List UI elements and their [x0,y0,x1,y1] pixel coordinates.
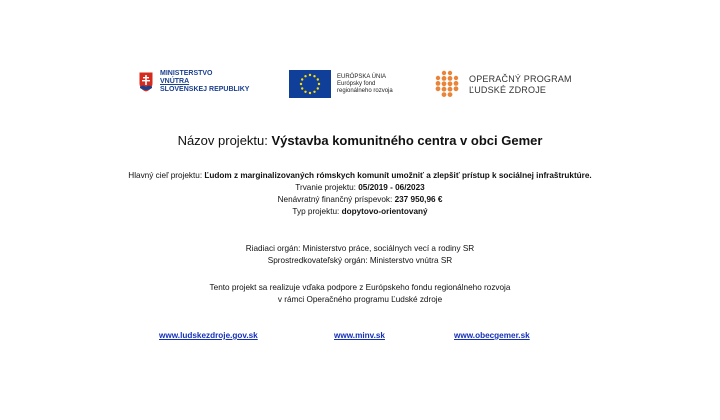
op-dot [442,71,446,75]
op-dot [442,81,447,86]
project-goal [0,170,720,182]
op-dot [436,86,441,91]
project-grant [0,194,720,206]
eu-star [300,83,302,85]
op-line2: ĽUDSKÉ ZDROJE [469,85,547,95]
eu-star [317,87,319,89]
op-dot [448,71,452,75]
ministry-line1: MINISTERSTVO [160,70,213,77]
ministry-line3: SLOVENSKEJ REPUBLIKY [160,86,250,93]
logo-bar [0,70,720,110]
eu-logo [289,70,393,98]
link-ludskezdroje[interactable]: www.ludskezdroje.gov.sk [159,331,258,340]
op-dot [442,76,447,81]
project-name-value: Výstavba komunitného centra v obci Gemer [271,133,543,148]
op-dot [448,76,453,81]
eu-star [301,78,303,80]
op-dot [454,81,459,86]
organs [0,243,720,267]
link-obecgemer[interactable]: www.obecgemer.sk [454,331,530,340]
eu-line2: Európsky fond [337,80,376,87]
project-duration-value: 05/2019 - 06/2023 [358,183,425,192]
project-duration [0,182,720,194]
links-row [0,331,720,345]
eu-line3: regionálneho rozvoja [337,87,393,94]
op-logo [435,70,572,100]
project-type-value: dopytovo-orientovaný [341,207,428,216]
project-goal-value: Ľudom z marginalizovaných rómskych komunít umožniť a zlepšiť prístup k sociálnej infraštruktúre. [204,171,592,180]
eu-star [309,74,311,76]
eu-flag-icon [289,70,331,98]
ministry-line2: VNÚTRA [160,78,190,85]
project-details [0,170,720,218]
link-minv[interactable]: www.minv.sk [334,331,385,340]
eu-star [317,78,319,80]
op-logo-text [469,74,572,96]
project-goal-label: Hlavný cieľ projektu: [128,171,205,180]
eu-line1: EURÓPSKA ÚNIA [337,73,387,80]
op-dot [442,92,447,97]
project-type [0,206,720,218]
managing-organ: Riadiaci orgán: Ministerstvo práce, sociálnych vecí a rodiny SR [245,244,475,253]
op-line1: OPERAČNÝ PROGRAM [469,74,572,84]
funding-note-line1: Tento projekt sa realizuje vďaka podpore z Európskeho fondu regionálneho rozvoja [209,283,511,292]
eu-logo-text [337,74,393,95]
funding-note-line2: v rámci Operačného programu Ľudské zdroje [277,295,443,304]
op-dot [454,86,459,91]
op-dot [448,87,453,92]
project-type-label: Typ projektu: [292,207,342,216]
op-dot [448,81,453,86]
eu-star [304,75,306,77]
project-grant-label: Nenávratný finančný príspevok: [277,195,395,204]
op-dot [436,81,441,86]
eu-star [309,92,311,94]
project-title [0,133,720,148]
eu-star [313,91,315,93]
op-dot [448,92,453,97]
eu-star [301,87,303,89]
funding-note [0,282,720,306]
slovak-coat-of-arms-icon [138,71,154,93]
project-name-label: Názov projektu: [177,133,272,148]
op-dot [442,87,447,92]
eu-star [304,91,306,93]
op-dot [436,76,440,80]
ministry-logo-text [160,70,249,94]
eu-star [313,75,315,77]
ministry-logo [138,70,249,94]
project-grant-value: 237 950,96 € [394,195,443,204]
eu-star [318,83,320,85]
people-dots-icon [435,70,461,100]
project-duration-label: Trvanie projektu: [295,183,359,192]
intermediate-organ: Sprostredkovateľský orgán: Ministerstvo vnútra SR [267,256,453,265]
op-dot [454,76,458,80]
